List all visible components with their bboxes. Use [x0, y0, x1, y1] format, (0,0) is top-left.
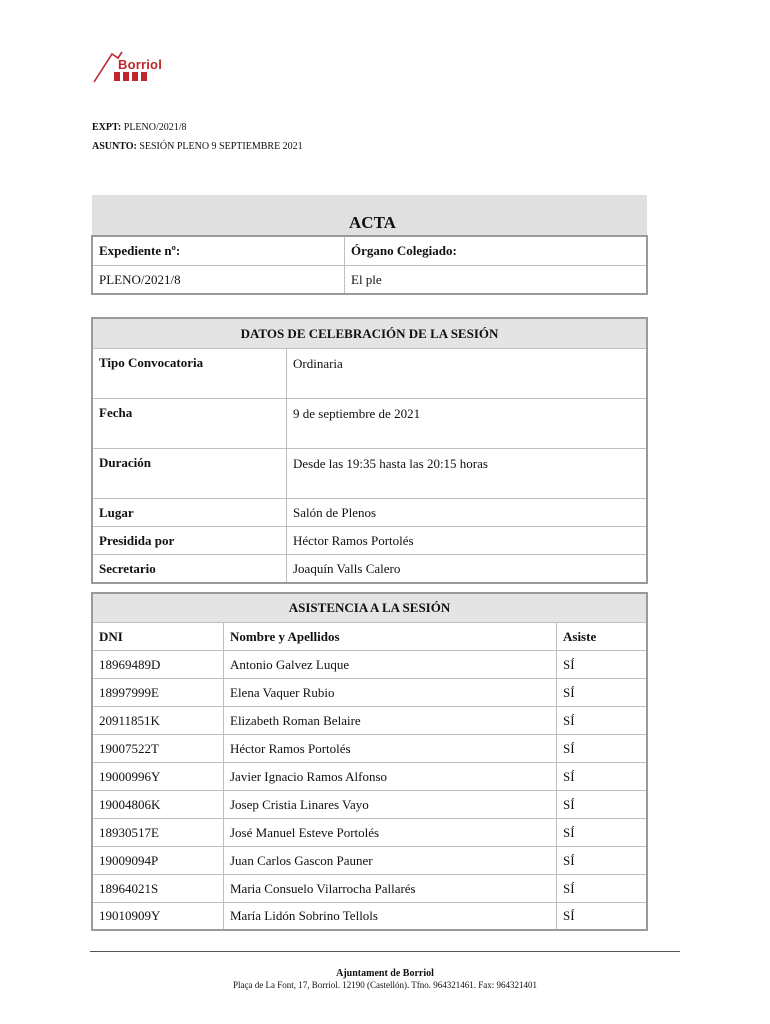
nombre-cell: José Manuel Esteve Portolés: [224, 819, 557, 847]
asiste-cell: SÍ: [557, 847, 648, 875]
table-row: [92, 791, 647, 819]
table-row: [92, 449, 647, 499]
table-row: [92, 819, 647, 847]
asiste-cell: SÍ: [557, 679, 648, 707]
col-nombre: Nombre y Apellidos: [224, 623, 557, 651]
asiste-cell: SÍ: [557, 791, 648, 819]
expediente-label: Expediente nº:: [92, 236, 345, 266]
expt-line: [92, 122, 187, 133]
organo-label: Órgano Colegiado:: [345, 236, 648, 266]
datos-value: Joaquín Valls Calero: [287, 555, 648, 584]
table-row: [92, 763, 647, 791]
dni-cell: 19009094P: [92, 847, 224, 875]
asiste-cell: SÍ: [557, 875, 648, 903]
dni-cell: 18997999E: [92, 679, 224, 707]
asiste-cell: SÍ: [557, 763, 648, 791]
dni-cell: 18964021S: [92, 875, 224, 903]
acta-title: ACTA: [92, 195, 647, 236]
nombre-cell: Héctor Ramos Portolés: [224, 735, 557, 763]
expediente-value: PLENO/2021/8: [92, 266, 345, 295]
dni-cell: 19004806K: [92, 791, 224, 819]
footer-title: Ajuntament de Borriol: [336, 968, 434, 979]
footer-address: Plaça de La Font, 17, Borriol. 12190 (Castellón). Tfno. 964321461. Fax: 964321401: [232, 980, 538, 990]
asiste-cell: SÍ: [557, 819, 648, 847]
datos-value: Desde las 19:35 hasta las 20:15 horas: [287, 449, 648, 499]
table-row: [92, 349, 647, 399]
table-row: [92, 555, 647, 584]
table-row: [92, 651, 647, 679]
organo-value: El ple: [345, 266, 648, 295]
asistencia-table: [91, 592, 648, 931]
asiste-cell: SÍ: [557, 903, 648, 931]
table-row: [92, 735, 647, 763]
datos-label: Tipo Convocatoria: [92, 349, 287, 399]
asunto-value: SESIÓN PLENO 9 SEPTIEMBRE 2021: [139, 141, 303, 152]
asiste-cell: SÍ: [557, 735, 648, 763]
nombre-cell: Elizabeth Roman Belaire: [224, 707, 557, 735]
asunto-label: ASUNTO:: [92, 141, 137, 152]
datos-label: Fecha: [92, 399, 287, 449]
datos-label: Duración: [92, 449, 287, 499]
table-row: [92, 903, 647, 931]
table-row: [92, 527, 647, 555]
asunto-line: [92, 141, 303, 152]
asiste-cell: SÍ: [557, 707, 648, 735]
nombre-cell: Maria Consuelo Vilarrocha Pallarés: [224, 875, 557, 903]
datos-value: Ordinaria: [287, 349, 648, 399]
acta-table: [91, 195, 648, 295]
table-row: [92, 847, 647, 875]
datos-value: Héctor Ramos Portolés: [287, 527, 648, 555]
dni-cell: 19010909Y: [92, 903, 224, 931]
table-row: [92, 499, 647, 527]
dni-cell: 19007522T: [92, 735, 224, 763]
logo-text: Borriol: [118, 57, 163, 72]
dni-cell: 20911851K: [92, 707, 224, 735]
datos-label: Lugar: [92, 499, 287, 527]
expt-label: EXPT:: [92, 122, 122, 133]
nombre-cell: María Lidón Sobrino Tellols: [224, 903, 557, 931]
datos-table: [91, 317, 648, 584]
table-row: [92, 707, 647, 735]
nombre-cell: Josep Cristia Linares Vayo: [224, 791, 557, 819]
datos-title: DATOS DE CELEBRACIÓN DE LA SESIÓN: [92, 318, 647, 349]
dni-cell: 19000996Y: [92, 763, 224, 791]
col-asiste: Asiste: [557, 623, 648, 651]
datos-label: Presidida por: [92, 527, 287, 555]
datos-value: 9 de septiembre de 2021: [287, 399, 648, 449]
col-dni: DNI: [92, 623, 224, 651]
nombre-cell: Juan Carlos Gascon Pauner: [224, 847, 557, 875]
nombre-cell: Elena Vaquer Rubio: [224, 679, 557, 707]
asistencia-title: ASISTENCIA A LA SESIÓN: [92, 593, 647, 623]
footer-divider: [90, 951, 680, 952]
table-row: [92, 679, 647, 707]
datos-value: Salón de Plenos: [287, 499, 648, 527]
dni-cell: 18969489D: [92, 651, 224, 679]
expt-value: PLENO/2021/8: [123, 122, 187, 133]
nombre-cell: Javier Ignacio Ramos Alfonso: [224, 763, 557, 791]
nombre-cell: Antonio Galvez Luque: [224, 651, 557, 679]
table-row: [92, 875, 647, 903]
dni-cell: 18930517E: [92, 819, 224, 847]
asiste-cell: SÍ: [557, 651, 648, 679]
table-row: [92, 399, 647, 449]
datos-label: Secretario: [92, 555, 287, 584]
